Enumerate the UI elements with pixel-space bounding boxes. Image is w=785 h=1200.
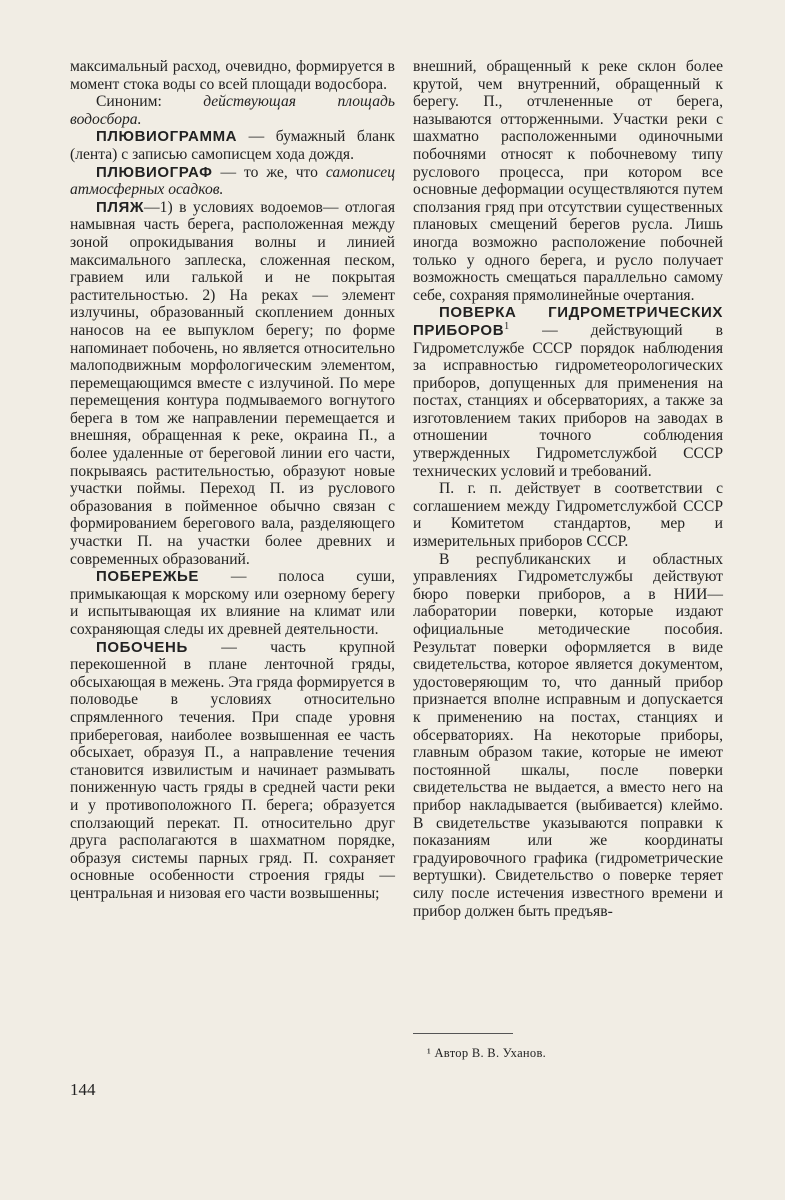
paragraph: максимальный расход, очевидно, формируется в момент стока воды со всей площади водосбора. [70, 58, 395, 93]
entry-term: ПЛЮВИОГРАММА [96, 128, 238, 146]
paragraph: внешний, обращенный к реке склон более крутой, чем внутренний, обращенный к берегу. П., отчлененные от берега, называются отторженными. Участки реки с шахматно расположенными одиночными побочнями относят к побочневому типу руслового процесса, при котором все основные деформации осуществляются путем сползания гряд при отсутствии существенных плановых смещений берегов русла. Лишь иногда возможно расположение побочней только у одного берега, и русло получает возможность смещаться параллельно самому себе, сохраняя прямолинейные очертания. [413, 58, 723, 304]
entry-text: — часть крупной перекошенной в плане ленточной гряды, обсыхающая в межень. Эта гряда формируется в половодье в условиях относительно спрямленного течения. При спаде уровня прибереговая, наиболее возвышенная ее часть обсыхает, образуя П., а направление течения становится извилистым и начинает размывать пониженную часть гряды в средней части реки и у противоположного П. берега; образуется сползающий перекат. П. относительно друг друга располагаются в шахматном порядке, образуя системы парных гряд. П. сохраняет основные особенности строения гряды — центральная и низовая его части возвышенны; [70, 638, 395, 902]
entry-term: ПОБОЧЕНЬ [96, 638, 188, 656]
entry-text: — то же, что [212, 163, 326, 181]
footnote-divider [413, 1033, 513, 1034]
entry-term: ПЛЯЖ [96, 198, 145, 216]
entry-italic: самописец атмосферных осадков. [70, 163, 395, 199]
synonym-paragraph [70, 93, 395, 128]
entry-pluviograf [70, 164, 395, 199]
synonym-value: действующая площадь водосбора. [70, 93, 395, 128]
entry-pluviogramma [70, 128, 395, 163]
footnote: ¹ Автор В. В. Уханов. [427, 1046, 547, 1060]
paragraph: П. г. п. действует в соответствии с соглашением между Гидрометслужбой СССР и Комитетом стандартов, мер и измерительных приборов СССР. [413, 480, 723, 551]
synonym-label: Синоним: [96, 93, 204, 111]
right-column [413, 58, 723, 920]
entry-term: ПОВЕРКА ГИДРОМЕТРИЧЕСКИХ ПРИБОРОВ [413, 304, 723, 339]
entry-text: — бумажный бланк (лента) с записью самописцем хода дождя. [70, 128, 395, 163]
entry-text: — полоса суши, примыкающая к морскому или озерному берегу и испытывающая их влияние на климат или сохраняющая следы их древней деятельности. [70, 568, 395, 638]
paragraph: В республиканских и областных управлениях Гидрометслужбы действуют бюро поверки приборов, а в НИИ— лаборатории поверки, которые издают официальные методические пособия. Результат поверки оформляется в виде свидетельства, которое является документом, удостоверяющим то, что данный прибор признается вполне исправным и допускается к применению на постах, станциях и обсерваториях. На некоторые приборы, главным образом такие, которые не имеют постоянной шкалы, после поверки свидетельства не выдается, а вместо него на прибор накладывается (выбивается) клеймо. В свидетельстве указываются поправки к показаниям или же координаты градуировочного графика (гидрометрические вертушки). Свидетельство о поверке теряет силу после истечения известного времени и прибор должен быть предъяв- [413, 550, 723, 920]
footnote-marker: 1 [504, 320, 510, 332]
entry-plyazh [70, 199, 395, 568]
entry-poberezhye [70, 568, 395, 638]
entry-text: —1) в условиях водоемов— отлогая намывная часть берега, расположенная между зоной опрокидывания волны и линией максимального заплеска, сложенная песком, гравием или галькой и не покрытая растительностью. 2) На реках — элемент излучины, образованный скоплением донных наносов на ее выпуклом берегу; по форме напоминает побочень, но является относительно малоподвижным морфологическим элементом, перемещающимся вместе с излучиной. По мере перемещения контура подмываемого вогнутого берега в том же направлении перемещается и внешняя, обращенная к реке, окраина П., а более удаленные от береговой линии его части, покрываясь растительностью, образуют новые участки поймы. Переход П. из руслового образования в пойменное обычно связан с формированием берегового вала, разделяющего участки П. на участки более древних и современных образований. [70, 198, 395, 568]
entry-text: — действующий в Гидрометслужбе СССР порядок наблюдения за исправностью гидрометеорологических приборов, допущенных для применения на постах, станциях и обсерваториях, а также за изготовлением таких приборов на заводах в отношении точного соблюдения утвержденных Гидрометслужбой СССР технических условий и требований. [413, 321, 723, 480]
entry-term: ПОБЕРЕЖЬЕ [96, 568, 199, 586]
entry-term: ПЛЮВИОГРАФ [96, 163, 213, 181]
left-column [70, 58, 395, 903]
page-number: 144 [70, 1080, 96, 1099]
entry-pobochen [70, 639, 395, 903]
entry-poverka [413, 304, 723, 480]
